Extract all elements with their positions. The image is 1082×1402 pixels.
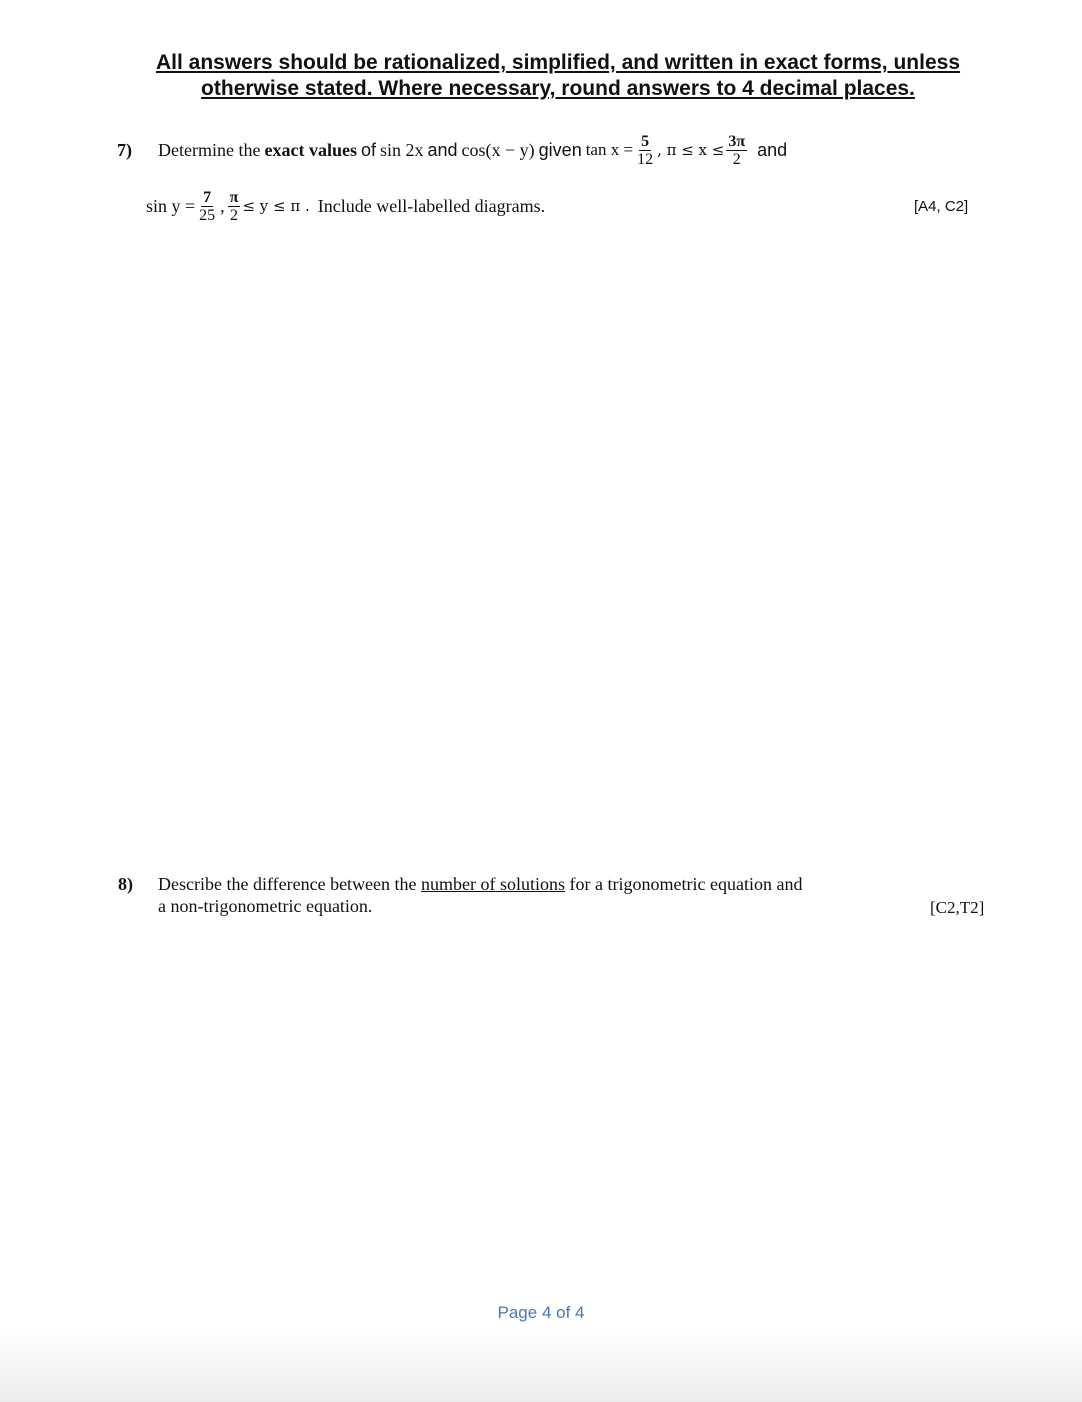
q7-fraction-sin bbox=[197, 189, 217, 224]
instructions-line-2: otherwise stated. Where necessary, round answers to 4 decimal places. bbox=[201, 77, 915, 100]
q7-fraction-tan bbox=[635, 133, 655, 168]
question-8-line-1 bbox=[158, 874, 802, 895]
q7-expr-cos: cos(x − y) bbox=[461, 139, 535, 160]
q7-text-determine: Determine the bbox=[158, 139, 261, 160]
q8-mark-tag: [C2,T2] bbox=[930, 898, 985, 917]
q7-text-of: of bbox=[360, 139, 376, 160]
instructions-line-1: All answers should be rationalized, simplified, and written in exact forms, unless bbox=[155, 51, 961, 74]
question-7-line-1 bbox=[158, 128, 787, 172]
q7-text-and: and bbox=[427, 139, 458, 160]
q7-mark-tag: [A4, C2] bbox=[914, 198, 969, 215]
q7-sin-numerator: 7 bbox=[203, 188, 212, 206]
page-number-footer: Page 4 of 4 bbox=[497, 1303, 585, 1322]
question-8-number: 8) bbox=[118, 874, 133, 894]
q7-sin-denominator: 25 bbox=[199, 206, 216, 224]
q7-y-range: ≤ y ≤ π . bbox=[242, 197, 310, 215]
question-7-line-2: sin y = $\frac{7}{25}$ , $\frac{\pi}{2}$ ≤ y ≤ π . Include well-labelled diagrams. bbox=[146, 188, 546, 224]
instructions-banner bbox=[110, 50, 1006, 102]
q7-expr-siny: sin y = bbox=[146, 195, 196, 216]
q8-text-number-of-solutions: number of solutions bbox=[421, 874, 566, 894]
q7-expr-sin2x: sin 2x bbox=[379, 139, 424, 160]
q7-text-include-diagrams: Include well-labelled diagrams. bbox=[317, 195, 546, 216]
question-8-line-2: a non-trigonometric equation. bbox=[158, 896, 373, 916]
q7-fraction-pi-over-2 bbox=[228, 189, 241, 224]
q7-yrange-numerator: π bbox=[229, 188, 239, 206]
q7-tan-denominator: 12 bbox=[637, 150, 654, 168]
q7-xrange-denominator: 2 bbox=[732, 150, 741, 168]
q7-text-and-2: and bbox=[757, 139, 788, 160]
q7-tan-numerator: 5 bbox=[641, 132, 650, 150]
q8-text-describe: Describe the difference between the bbox=[158, 874, 417, 894]
q7-yrange-denominator: 2 bbox=[230, 206, 239, 224]
question-7-number: 7) bbox=[117, 140, 132, 160]
q7-text-given: given bbox=[538, 139, 582, 160]
q7-text-exact-values: exact values bbox=[264, 139, 357, 160]
q7-fraction-3pi-over-2 bbox=[726, 133, 747, 168]
q7-xrange-numerator: 3π bbox=[728, 132, 746, 150]
q7-expr-tanx: tan x = bbox=[585, 140, 634, 159]
q8-text-rest: for a trigonometric equation and bbox=[569, 874, 803, 894]
q7-x-range: , π ≤ x ≤ bbox=[657, 141, 725, 159]
